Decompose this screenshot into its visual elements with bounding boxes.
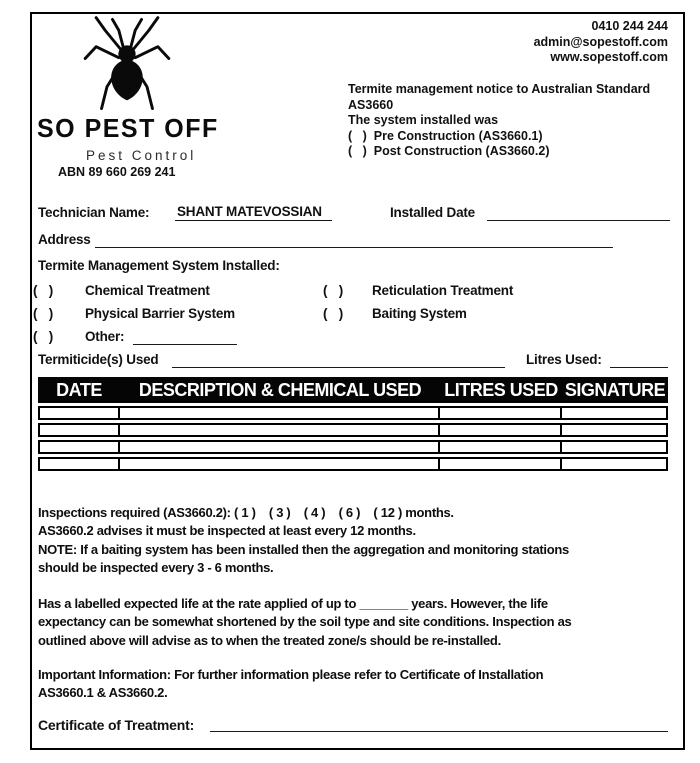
termiticide-label: Termiticide(s) Used: [38, 352, 159, 367]
table-row: [38, 457, 668, 471]
installed-date-line[interactable]: [487, 205, 670, 221]
table-cell-empty[interactable]: [120, 440, 440, 454]
expected-life-paragraph: [38, 595, 571, 650]
litres-used-line[interactable]: [610, 352, 668, 368]
installed-date-label: Installed Date: [390, 205, 475, 220]
post-construction-checkbox[interactable]: ( ): [348, 144, 367, 158]
address-line[interactable]: [95, 232, 613, 248]
table-row: [38, 423, 668, 437]
brand-tagline: Pest Control: [86, 148, 197, 163]
table-cell-empty[interactable]: [38, 440, 120, 454]
other-label: Other:: [85, 329, 125, 344]
address-label: Address: [38, 232, 91, 247]
table-cell-empty[interactable]: [38, 457, 120, 471]
table-header-litres: LITRES USED: [440, 377, 562, 403]
other-line[interactable]: [133, 329, 237, 345]
baiting-system-label: Baiting System: [372, 306, 467, 321]
table-cell-empty[interactable]: [562, 440, 668, 454]
baiting-system-checkbox[interactable]: ( ): [323, 306, 344, 321]
table-cell-empty[interactable]: [38, 406, 120, 420]
table-cell-empty[interactable]: [562, 423, 668, 437]
table-header-date: DATE: [38, 377, 120, 403]
important-line-2: AS3660.1 & AS3660.2.: [38, 685, 168, 701]
inspections-line-2: AS3660.2 advises it must be inspected at least every 12 months.: [38, 523, 416, 539]
system-installed-heading: Termite Management System Installed:: [38, 258, 280, 273]
certificate-of-treatment-label: Certificate of Treatment:: [38, 717, 195, 733]
expected-life-line-3: outlined above will advise as to when the treated zone/s should be re-installed.: [38, 632, 501, 648]
notice-line-2: AS3660: [348, 97, 394, 112]
notice-line-3: The system installed was: [348, 113, 499, 127]
table-cell-empty[interactable]: [38, 423, 120, 437]
other-checkbox[interactable]: ( ): [33, 329, 54, 344]
table-row: [38, 440, 668, 454]
chemical-treatment-checkbox[interactable]: ( ): [33, 283, 54, 298]
contact-website: www.sopestoff.com: [550, 50, 668, 64]
table-cell-empty[interactable]: [440, 457, 562, 471]
expected-life-line-2: expectancy can be somewhat shortened by the soil type and site conditions. Inspection as: [38, 614, 572, 630]
table-cell-empty[interactable]: [440, 423, 562, 437]
table-cell-empty[interactable]: [440, 406, 562, 420]
inspections-line-3: NOTE: If a baiting system has been installed then the aggregation and monitoring stations: [38, 541, 569, 557]
table-header-description: DESCRIPTION & CHEMICAL USED: [120, 377, 440, 403]
termiticide-line[interactable]: [172, 352, 505, 368]
table-row: [38, 406, 668, 420]
technician-name-label: Technician Name:: [38, 205, 150, 220]
post-construction-label: Post Construction (AS3660.2): [373, 144, 550, 158]
brand-name: SO PEST OFF: [37, 114, 219, 144]
table-cell-empty[interactable]: [562, 457, 668, 471]
physical-barrier-checkbox[interactable]: ( ): [33, 306, 54, 321]
spider-icon: [80, 14, 174, 114]
important-line-1: Important Information: For further information please refer to Certificate of Installation: [38, 667, 544, 682]
table-cell-empty[interactable]: [120, 406, 440, 420]
pre-construction-checkbox[interactable]: ( ): [348, 128, 367, 143]
notice-line-1: Termite management notice to Australian Standard: [348, 82, 651, 96]
physical-barrier-label: Physical Barrier System: [85, 306, 235, 321]
reticulation-treatment-label: Reticulation Treatment: [372, 283, 514, 298]
inspections-line-4: should be inspected every 3 - 6 months.: [38, 560, 274, 576]
pre-construction-label: Pre Construction (AS3660.1): [373, 128, 543, 143]
certificate-of-treatment-line[interactable]: [210, 716, 668, 732]
reticulation-treatment-checkbox[interactable]: ( ): [323, 283, 344, 298]
chemical-treatment-label: Chemical Treatment: [85, 283, 210, 298]
expected-life-line-1: Has a labelled expected life at the rate applied of up to _______ years. However, the life: [38, 596, 548, 611]
treatment-table-body: [38, 406, 668, 471]
table-header-row: [38, 377, 668, 403]
litres-used-label: Litres Used:: [526, 352, 602, 367]
inspections-line-1: Inspections required (AS3660.2): ( 1 ) ( 3 ) ( 4 ) ( 6 ) ( 12 ) months.: [38, 505, 454, 520]
table-header-signature: SIGNATURE: [562, 377, 668, 403]
table-cell-empty[interactable]: [120, 457, 440, 471]
technician-name-field[interactable]: SHANT MATEVOSSIAN: [175, 204, 332, 221]
standard-notice: [348, 82, 650, 160]
table-cell-empty[interactable]: [440, 440, 562, 454]
brand-abn: ABN 89 660 269 241: [58, 165, 176, 179]
table-cell-empty[interactable]: [562, 406, 668, 420]
inspections-paragraph: [38, 504, 569, 578]
table-cell-empty[interactable]: [120, 423, 440, 437]
contact-block: [534, 19, 668, 66]
important-information-paragraph: [38, 666, 543, 703]
treatment-table: [38, 374, 668, 474]
contact-email: admin@sopestoff.com: [533, 34, 668, 49]
contact-phone: 0410 244 244: [591, 19, 668, 33]
